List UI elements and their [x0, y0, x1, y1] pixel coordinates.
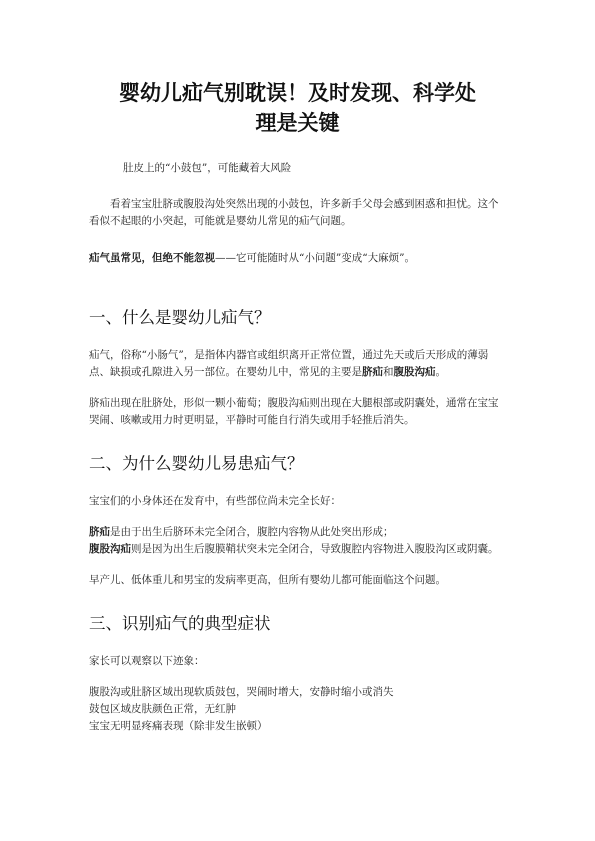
warning-bold-text: 疝气虽常见，但绝不能忽视 — [89, 252, 215, 264]
section-1-p1-text: 疝气，俗称“小肠气”，是指体内器官或组织离开正常位置，通过先天或后天形成的薄弱点、缺损或孔隙进入另一部位。在婴幼儿中，常见的主要是 — [89, 349, 489, 378]
article-title — [89, 0, 506, 138]
section-1-paragraph-2: 脐疝出现在肚脐处，形似一颗小葡萄；腹股沟疝则出现在大腿根部或阴囊处，通常在宝宝哭闹、咳嗽或用力时更明显，平静时可能自行消失或用手轻推后消失。 — [89, 397, 499, 426]
symptom-item: 腹股沟或肚脐区域出现软质鼓包，哭闹时增大，安静时缩小或消失 — [89, 686, 394, 698]
section-1-p1-and: 和 — [383, 366, 394, 378]
section-2-causes — [89, 524, 506, 558]
title-line-2: 理是关键 — [255, 111, 340, 135]
intro-paragraph: 看着宝宝肚脐或腹股沟处突然出现的小鼓包，许多新手父母会感到困惑和担忧。这个看似不起眼的小突起，可能就是婴幼儿常见的疝气问题。 — [89, 198, 499, 227]
cause-item-umbilical — [89, 524, 506, 541]
article-subtitle: 肚皮上的“小鼓包”，可能藏着大风险 — [123, 162, 292, 174]
section-1-p1-end: 。 — [435, 366, 446, 378]
section-1-paragraph-1 — [89, 347, 506, 381]
section-2-paragraph-3: 早产儿、低体重儿和男宝的发病率更高，但所有婴幼儿都可能面临这个问题。 — [89, 574, 446, 586]
cause-text-inguinal: 则是因为出生后腹膜鞘状突未完全闭合，导致腹腔内容物进入腹股沟区或阴囊。 — [131, 543, 499, 555]
section-2-paragraph-1: 宝宝们的小身体还在发育中，有些部位尚未完全长好： — [89, 495, 341, 507]
cause-term-inguinal: 腹股沟疝 — [89, 543, 131, 555]
section-2-heading: 二、为什么婴幼儿易患疝气？ — [89, 454, 304, 473]
section-3-heading: 三、识别疝气的典型症状 — [89, 614, 271, 633]
term-inguinal-hernia: 腹股沟疝 — [393, 366, 436, 378]
section-1-heading: 一、什么是婴幼儿疝气？ — [89, 308, 271, 327]
section-3-paragraph-1: 家长可以观察以下迹象： — [89, 655, 205, 667]
title-line-1: 婴幼儿疝气别耽误！及时发现、科学处 — [119, 81, 476, 105]
symptom-list — [89, 684, 506, 735]
cause-text-umbilical: 是由于出生后脐环未完全闭合，腹腔内容物从此处突出形成； — [110, 526, 394, 538]
cause-term-umbilical: 脐疝 — [89, 526, 110, 538]
term-umbilical-hernia: 脐疝 — [362, 366, 383, 378]
symptom-item: 鼓包区域皮肤颜色正常，无红肿 — [89, 703, 236, 715]
symptom-item: 宝宝无明显疼痛表现（除非发生嵌顿） — [89, 720, 268, 732]
warning-paragraph — [89, 250, 506, 267]
cause-item-inguinal — [89, 541, 506, 558]
warning-rest-text: ——它可能随时从“小问题”变成“大麻烦”。 — [215, 252, 415, 264]
